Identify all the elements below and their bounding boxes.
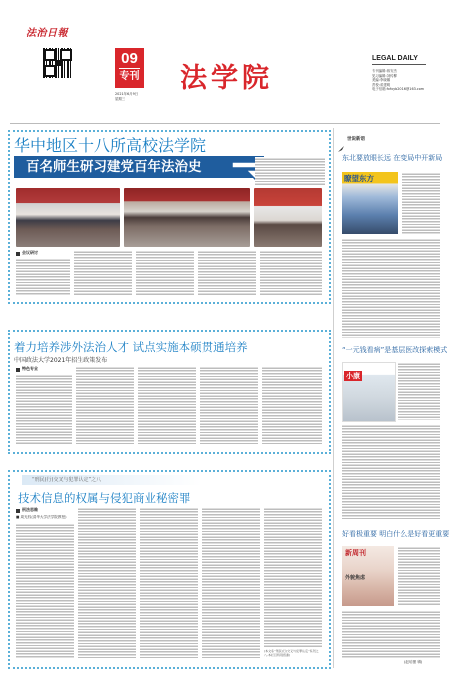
article3-title: 技术信息的权属与侵犯商业秘密罪 [18,491,191,505]
news3-text [342,610,440,658]
article1-column-2 [74,250,132,296]
article2-box-label: 特色专业 [22,366,38,371]
page-number: 09 [121,50,138,67]
news1-text [342,238,440,338]
article1-supertitle: 华中地区十八所高校法学院 [14,136,207,155]
article2-column-4 [200,366,258,444]
news3-text-top [398,546,440,606]
article1-column-1 [16,258,70,296]
editor-line: 美编:李晓娜 [372,78,391,83]
article1-intro-text [255,157,325,185]
brand-name: LEGAL DAILY [372,55,418,62]
editor-line: 见习编辑:刘传柳 [372,73,397,78]
magazine1-title: 瞭望东方 [344,174,374,183]
speaker-photo [254,188,322,247]
box-label [16,252,20,256]
article3-series: “刑民(行)交叉与犯罪认定”之八 [32,477,102,483]
article3-column-4 [202,507,260,659]
magazine3-subtitle: 外貌焦虑 [345,575,366,581]
news1-text-top [402,172,440,234]
article3-column-1 [16,523,74,659]
magazine3-title: 新周刊 [345,549,366,557]
article2-column-5 [262,366,322,444]
article1-banner [14,156,264,178]
editor-line: 专刊编辑:蒋安杰 [372,69,397,73]
feather-icon [338,137,344,143]
magazine1-cover [342,172,398,234]
editor-line: 责校:邓建明 [372,82,391,87]
page-label: 专刊 [119,71,140,82]
column-divider [333,128,334,668]
article2-column-1 [16,374,72,444]
article2-column-2 [76,366,134,444]
editor-signature: (赵培蕾 辑) [404,660,423,664]
page-number-box [115,48,144,88]
article1-column-5 [260,250,322,296]
article2-column-3 [138,366,196,444]
group-photo [16,188,120,247]
article3-column-5 [264,507,322,647]
issue-weekday: 星期三 [115,97,126,101]
editor-credits [372,69,442,92]
article3-series-tag [22,475,202,485]
news3-title: 好看极重要 明白什么是好看更重要 [342,530,450,538]
article3-footnote: (本文系“刑民(行)交叉与犯罪认定”系列之八,本栏目特别感谢) [264,649,319,657]
magazine2-cover [342,362,396,422]
editor-line: 电子信箱:fxfxyb2016@163.com [372,87,425,92]
article3-author: ■ 周光权(清华大学法学院教授) [16,515,67,519]
section-title: 法学院 [180,63,273,94]
article1-headline: 百名师生研习建党百年法治史 [26,159,202,175]
masthead-rule [10,123,440,124]
article3-column-2 [78,507,136,659]
magazine3-cover [342,546,394,606]
news2-text [342,424,440,520]
article1-box-label: 会议研讨 [22,250,38,255]
qr-code [43,48,73,78]
news1-title: 东北要放眼长远 在变局中开新局 [342,154,443,162]
article1-column-3 [136,250,194,296]
article3-column-3 [140,507,198,659]
news2-title: “一元钱看病”是基层医改探索模式 [342,346,448,354]
conference-photo [124,188,250,247]
right-section-label: 世说新语 [347,137,365,142]
article2-title: 着力培养涉外法治人才 试点实施本硕贯通培养 [14,340,248,354]
magazine2-title: 小康 [346,372,360,380]
article2-subtitle: 中国政法大学2021年招生政策发布 [14,357,108,364]
issue-date: 2021年6月9日 [115,92,139,96]
newspaper-logo: 法治日報 [26,28,68,39]
news2-text-top [398,362,440,420]
article3-box-label: 刑法思维 [22,507,38,512]
article1-column-4 [198,250,256,296]
